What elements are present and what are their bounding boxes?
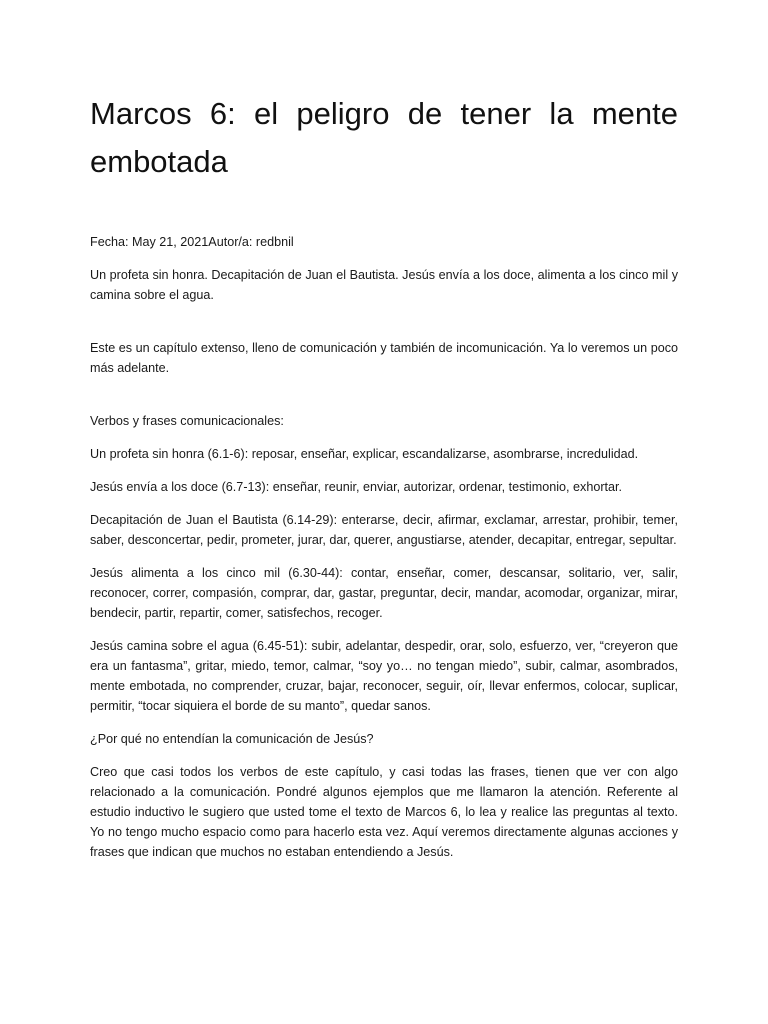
paragraph-alimenta: Jesús alimenta a los cinco mil (6.30-44): contar, enseñar, comer, descansar, solitario, ver, salir, reconocer, correr, compasión, comprar, dar, gastar, preguntar, decir, mandar, acomodar, organizar, mirar, bendecir, partir, repartir, comer, satisfechos, recoger.: [90, 566, 678, 620]
summary-paragraph: Un profeta sin honra. Decapitación de Juan el Bautista. Jesús envía a los doce, alimenta a los cinco mil y camina sobre el agua.: [90, 268, 678, 302]
paragraph-camina: Jesús camina sobre el agua (6.45-51): subir, adelantar, despedir, orar, solo, esfuerzo, ver, “creyeron que era un fantasma”, gritar, miedo, temor, calmar, “soy yo… no tengan miedo”, subir, calmar, asombrados, mente embotada, no comprender, cruzar, bajar, reconocer, seguir, oír, llevar enfermos, colocar, suplicar, permitir, “tocar siquiera el borde de su manto”, quedar sanos.: [90, 639, 678, 713]
question-heading: ¿Por qué no entendían la comunicación de Jesús?: [90, 732, 374, 746]
paragraph-envia: Jesús envía a los doce (6.7-13): enseñar, reunir, enviar, autorizar, ordenar, testimonio, exhortar.: [90, 480, 623, 494]
paragraph-profeta: Un profeta sin honra (6.1-6): reposar, enseñar, explicar, escandalizarse, asombrarse, incredulidad.: [90, 447, 639, 461]
intro-paragraph: Este es un capítulo extenso, lleno de comunicación y también de incomunicación. Ya lo veremos un poco más adelante.: [90, 341, 678, 375]
paragraph-decapitacion: Decapitación de Juan el Bautista (6.14-29): enterarse, decir, afirmar, exclamar, arrestar, prohibir, temer, saber, desconcertar, pedir, prometer, jurar, dar, querer, angustiarse, atender, decapitar, entregar, sepultar.: [90, 513, 678, 547]
document-title: Marcos 6: el peligro de tener la mente embotada: [90, 96, 678, 179]
meta-line: Fecha: May 21, 2021Autor/a: redbnil: [90, 235, 294, 249]
document-body: [90, 232, 678, 862]
paragraph-creo: Creo que casi todos los verbos de este capítulo, y casi todas las frases, tienen que ver con algo relacionado a la comunicación. Pondré algunos ejemplos que me llamaron la atención. Referente al estudio inductivo le sugiero que usted tome el texto de Marcos 6, lo lea y realice las preguntas al texto. Yo no tengo mucho espacio como para hacerlo esta vez. Aquí veremos directamente algunas acciones y frases que indican que muchos no estaban entendiendo a Jesús.: [90, 765, 678, 859]
section-heading-verbs: Verbos y frases comunicacionales:: [90, 414, 284, 428]
